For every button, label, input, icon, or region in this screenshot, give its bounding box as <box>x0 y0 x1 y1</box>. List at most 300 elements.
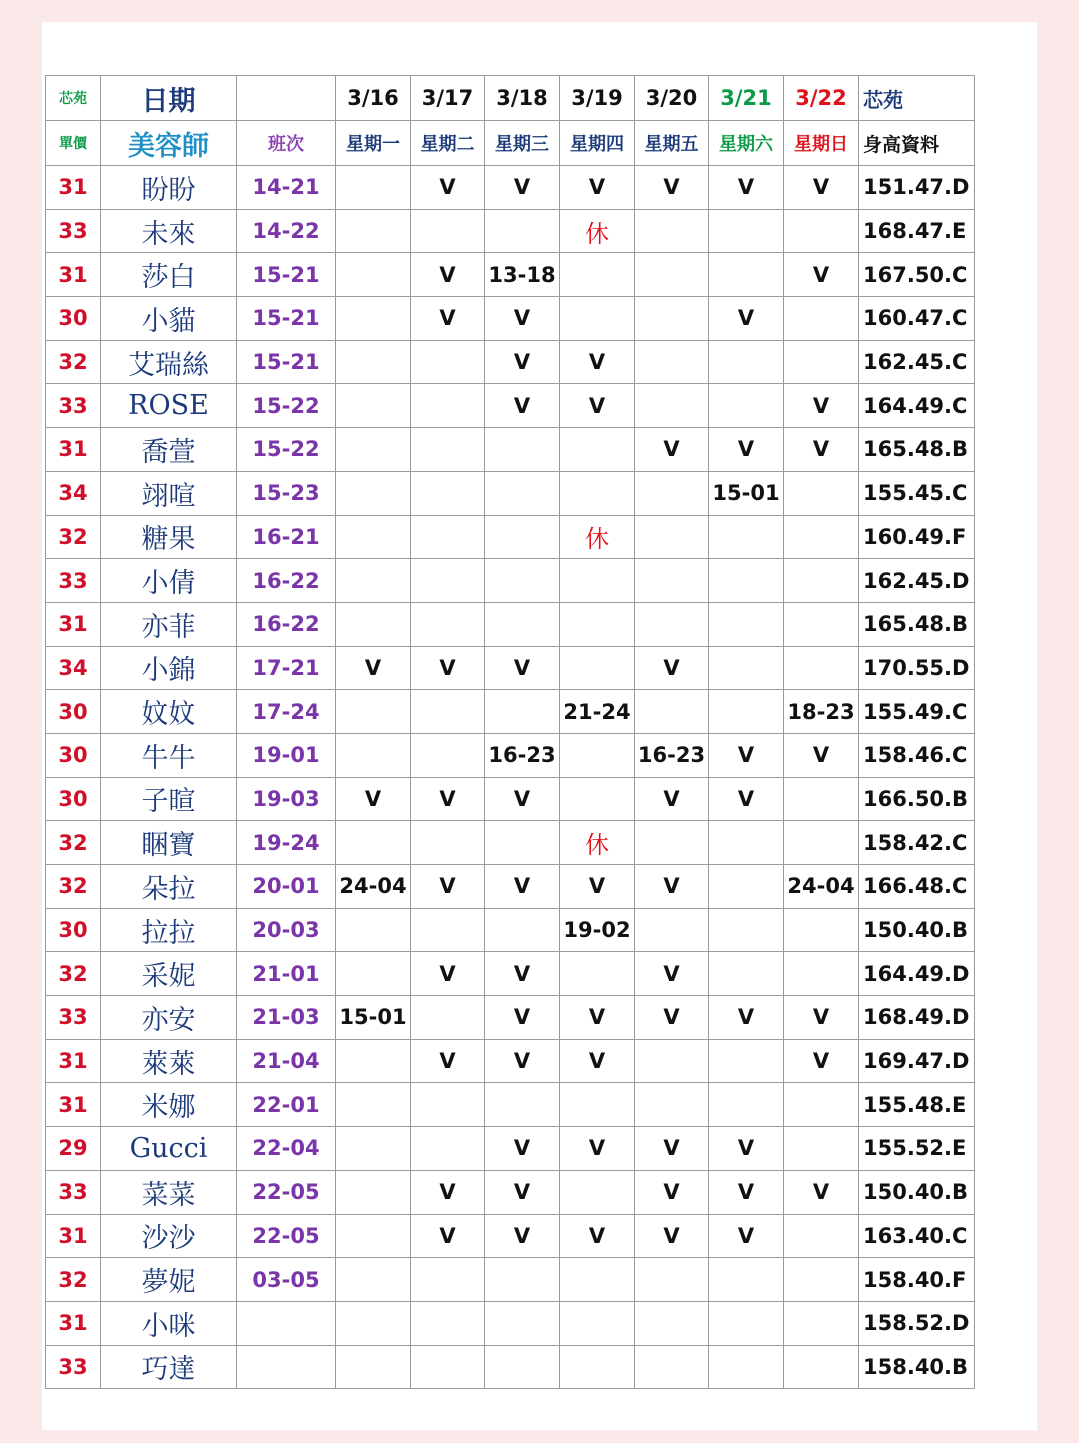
price-cell: 32 <box>46 952 101 996</box>
shift-cell: 14-21 <box>237 166 336 210</box>
day-cell: V <box>709 166 784 210</box>
day-cell: V <box>709 428 784 472</box>
height-cell: 162.45.D <box>859 559 975 603</box>
header-row-labels <box>46 121 975 166</box>
height-cell: 165.48.B <box>859 428 975 472</box>
day-cell <box>336 384 411 428</box>
shift-cell: 22-05 <box>237 1170 336 1214</box>
shift-label: 班次 <box>237 121 336 166</box>
day-cell <box>784 515 859 559</box>
price-cell: 33 <box>46 1345 101 1389</box>
schedule-sheet <box>42 22 1037 1430</box>
day-cell <box>635 515 709 559</box>
shift-cell: 22-01 <box>237 1083 336 1127</box>
stylist-name: 睏寶 <box>101 821 237 865</box>
weekday-header: 星期三 <box>485 121 560 166</box>
stylist-name: 小貓 <box>101 297 237 341</box>
day-cell: V <box>709 297 784 341</box>
price-cell: 33 <box>46 996 101 1040</box>
day-cell <box>784 1127 859 1171</box>
height-cell: 158.52.D <box>859 1301 975 1345</box>
stylist-name: 糖果 <box>101 515 237 559</box>
price-cell: 31 <box>46 602 101 646</box>
table-row <box>46 209 975 253</box>
day-cell: V <box>709 1170 784 1214</box>
stylist-name: 喬萱 <box>101 428 237 472</box>
day-cell <box>336 253 411 297</box>
table-row <box>46 1301 975 1345</box>
shift-cell: 15-21 <box>237 253 336 297</box>
day-cell <box>635 471 709 515</box>
day-cell: V <box>485 1170 560 1214</box>
table-row <box>46 646 975 690</box>
empty-header-cell <box>237 76 336 121</box>
day-cell: V <box>709 996 784 1040</box>
day-cell <box>336 1039 411 1083</box>
day-cell <box>485 1083 560 1127</box>
shift-cell: 19-01 <box>237 733 336 777</box>
day-cell <box>784 1258 859 1302</box>
shift-cell: 20-01 <box>237 865 336 909</box>
day-cell <box>336 471 411 515</box>
day-cell <box>336 428 411 472</box>
day-cell: 21-24 <box>560 690 635 734</box>
shift-cell: 16-22 <box>237 559 336 603</box>
day-cell <box>411 515 485 559</box>
day-cell <box>336 1083 411 1127</box>
day-cell <box>635 384 709 428</box>
day-cell <box>709 209 784 253</box>
price-cell: 30 <box>46 690 101 734</box>
day-cell: V <box>709 1214 784 1258</box>
table-row <box>46 166 975 210</box>
day-cell <box>709 559 784 603</box>
table-row <box>46 1258 975 1302</box>
day-cell: V <box>560 1127 635 1171</box>
price-cell: 33 <box>46 559 101 603</box>
price-cell: 30 <box>46 908 101 952</box>
table-row <box>46 384 975 428</box>
day-cell <box>709 690 784 734</box>
price-cell: 32 <box>46 340 101 384</box>
table-row <box>46 1083 975 1127</box>
height-cell: 166.50.B <box>859 777 975 821</box>
day-cell <box>709 952 784 996</box>
day-cell <box>709 646 784 690</box>
day-cell <box>336 1214 411 1258</box>
day-cell <box>635 209 709 253</box>
day-cell: V <box>411 253 485 297</box>
day-cell <box>336 166 411 210</box>
day-cell <box>336 602 411 646</box>
day-cell <box>560 471 635 515</box>
day-cell <box>411 1083 485 1127</box>
day-cell <box>485 602 560 646</box>
price-cell: 31 <box>46 428 101 472</box>
day-cell: V <box>635 865 709 909</box>
day-cell <box>560 952 635 996</box>
shift-cell <box>237 1345 336 1389</box>
day-cell <box>411 559 485 603</box>
stylist-name: 沙沙 <box>101 1214 237 1258</box>
day-cell <box>411 733 485 777</box>
price-cell: 34 <box>46 471 101 515</box>
day-cell: V <box>411 166 485 210</box>
day-cell <box>635 690 709 734</box>
day-cell: V <box>411 777 485 821</box>
day-cell: V <box>784 428 859 472</box>
table-row <box>46 1127 975 1171</box>
brand-label: 芯苑 <box>46 76 101 121</box>
height-cell: 165.48.B <box>859 602 975 646</box>
shift-cell: 15-21 <box>237 297 336 341</box>
day-cell <box>635 340 709 384</box>
shift-cell: 19-24 <box>237 821 336 865</box>
day-cell <box>560 559 635 603</box>
day-cell <box>784 340 859 384</box>
day-cell: V <box>635 777 709 821</box>
day-cell <box>784 471 859 515</box>
stylist-name: 子暄 <box>101 777 237 821</box>
weekday-header: 星期一 <box>336 121 411 166</box>
day-cell: 18-23 <box>784 690 859 734</box>
stylist-name: 亦菲 <box>101 602 237 646</box>
stylist-name: 小咪 <box>101 1301 237 1345</box>
day-cell <box>635 253 709 297</box>
day-cell <box>485 515 560 559</box>
day-cell <box>560 1301 635 1345</box>
date-header: 3/16 <box>336 76 411 121</box>
stylist-name: 盼盼 <box>101 166 237 210</box>
day-cell <box>336 908 411 952</box>
day-cell <box>411 471 485 515</box>
day-cell <box>411 1301 485 1345</box>
day-cell: V <box>784 166 859 210</box>
height-cell: 155.49.C <box>859 690 975 734</box>
shift-cell: 16-21 <box>237 515 336 559</box>
day-cell: V <box>635 996 709 1040</box>
day-cell: 19-02 <box>560 908 635 952</box>
day-cell <box>485 690 560 734</box>
day-cell <box>485 1301 560 1345</box>
day-cell <box>560 1083 635 1127</box>
day-cell <box>635 297 709 341</box>
day-cell <box>485 209 560 253</box>
day-cell <box>560 733 635 777</box>
day-cell <box>411 1127 485 1171</box>
stylist-name: 小錦 <box>101 646 237 690</box>
day-cell: V <box>485 297 560 341</box>
day-cell <box>411 209 485 253</box>
day-cell: V <box>485 646 560 690</box>
day-cell: V <box>336 646 411 690</box>
price-cell: 32 <box>46 821 101 865</box>
day-cell: V <box>709 777 784 821</box>
day-cell: V <box>635 952 709 996</box>
day-cell: V <box>635 646 709 690</box>
day-cell <box>709 253 784 297</box>
price-cell: 30 <box>46 733 101 777</box>
day-cell <box>709 865 784 909</box>
date-header: 3/21 <box>709 76 784 121</box>
day-cell: V <box>485 340 560 384</box>
date-header: 3/18 <box>485 76 560 121</box>
day-cell <box>411 821 485 865</box>
day-cell <box>411 384 485 428</box>
day-cell: V <box>411 865 485 909</box>
table-row <box>46 777 975 821</box>
table-row <box>46 515 975 559</box>
day-cell <box>635 1258 709 1302</box>
stylist-name: 牛牛 <box>101 733 237 777</box>
day-cell <box>709 384 784 428</box>
day-cell <box>336 1258 411 1302</box>
weekday-header: 星期二 <box>411 121 485 166</box>
price-cell: 32 <box>46 515 101 559</box>
price-cell: 31 <box>46 1214 101 1258</box>
day-cell <box>709 602 784 646</box>
day-cell <box>485 821 560 865</box>
day-cell <box>560 602 635 646</box>
stylist-name: 妏妏 <box>101 690 237 734</box>
day-cell <box>560 253 635 297</box>
header-row-dates <box>46 76 975 121</box>
day-cell <box>784 821 859 865</box>
day-cell: V <box>560 996 635 1040</box>
day-cell: V <box>411 1039 485 1083</box>
table-row <box>46 865 975 909</box>
height-cell: 158.40.F <box>859 1258 975 1302</box>
day-cell <box>336 952 411 996</box>
price-cell: 30 <box>46 297 101 341</box>
shift-cell: 16-22 <box>237 602 336 646</box>
day-cell: V <box>485 1127 560 1171</box>
date-header: 3/17 <box>411 76 485 121</box>
price-cell: 31 <box>46 1301 101 1345</box>
day-cell: V <box>411 646 485 690</box>
table-row <box>46 602 975 646</box>
stylist-name: 翊喧 <box>101 471 237 515</box>
day-cell: V <box>784 733 859 777</box>
table-row <box>46 690 975 734</box>
day-cell: V <box>560 166 635 210</box>
height-cell: 150.40.B <box>859 908 975 952</box>
height-cell: 158.40.B <box>859 1345 975 1389</box>
day-cell <box>709 1258 784 1302</box>
height-cell: 158.42.C <box>859 821 975 865</box>
shift-cell: 15-21 <box>237 340 336 384</box>
table-row <box>46 908 975 952</box>
stylist-name: 采妮 <box>101 952 237 996</box>
shift-cell: 22-04 <box>237 1127 336 1171</box>
table-row <box>46 952 975 996</box>
day-cell: V <box>411 297 485 341</box>
day-cell <box>709 1039 784 1083</box>
day-cell <box>411 690 485 734</box>
day-cell <box>635 1345 709 1389</box>
price-label: 單價 <box>46 121 101 166</box>
price-cell: 33 <box>46 384 101 428</box>
height-label: 身高資料 <box>859 121 975 166</box>
day-cell <box>784 1083 859 1127</box>
height-cell: 150.40.B <box>859 1170 975 1214</box>
stylist-name: 拉拉 <box>101 908 237 952</box>
table-row <box>46 1170 975 1214</box>
day-cell: V <box>635 166 709 210</box>
day-cell <box>784 297 859 341</box>
price-cell: 33 <box>46 209 101 253</box>
height-cell: 160.49.F <box>859 515 975 559</box>
price-cell: 31 <box>46 1039 101 1083</box>
day-cell: V <box>485 1039 560 1083</box>
shift-cell: 17-24 <box>237 690 336 734</box>
day-cell: V <box>485 384 560 428</box>
day-cell <box>560 1258 635 1302</box>
day-cell: V <box>411 1170 485 1214</box>
day-cell <box>784 209 859 253</box>
stylist-name: 小倩 <box>101 559 237 603</box>
day-cell: V <box>485 166 560 210</box>
day-cell <box>336 1127 411 1171</box>
date-label: 日期 <box>101 76 237 121</box>
day-cell <box>784 1301 859 1345</box>
height-cell: 155.45.C <box>859 471 975 515</box>
day-cell: 休 <box>560 209 635 253</box>
day-cell <box>784 1214 859 1258</box>
price-cell: 34 <box>46 646 101 690</box>
table-row <box>46 733 975 777</box>
shift-cell: 22-05 <box>237 1214 336 1258</box>
day-cell <box>560 1345 635 1389</box>
day-cell: 24-04 <box>784 865 859 909</box>
table-row <box>46 1039 975 1083</box>
day-cell <box>336 1301 411 1345</box>
price-cell: 32 <box>46 1258 101 1302</box>
day-cell: V <box>784 1170 859 1214</box>
day-cell <box>336 821 411 865</box>
table-row <box>46 340 975 384</box>
day-cell <box>336 340 411 384</box>
day-cell <box>485 908 560 952</box>
day-cell: 休 <box>560 821 635 865</box>
day-cell <box>336 559 411 603</box>
day-cell: V <box>784 384 859 428</box>
stylist-name: 巧達 <box>101 1345 237 1389</box>
height-cell: 155.52.E <box>859 1127 975 1171</box>
stylist-name: 夢妮 <box>101 1258 237 1302</box>
day-cell: V <box>709 1127 784 1171</box>
stylist-name: 亦安 <box>101 996 237 1040</box>
height-cell: 160.47.C <box>859 297 975 341</box>
price-cell: 29 <box>46 1127 101 1171</box>
table-row <box>46 471 975 515</box>
day-cell: V <box>485 1214 560 1258</box>
day-cell <box>485 1258 560 1302</box>
day-cell <box>336 297 411 341</box>
shift-cell: 17-21 <box>237 646 336 690</box>
day-cell: V <box>635 1170 709 1214</box>
day-cell <box>709 908 784 952</box>
height-cell: 164.49.C <box>859 384 975 428</box>
shift-cell: 21-04 <box>237 1039 336 1083</box>
table-row <box>46 253 975 297</box>
day-cell: V <box>784 253 859 297</box>
day-cell: V <box>635 1214 709 1258</box>
day-cell: 13-18 <box>485 253 560 297</box>
day-cell <box>560 428 635 472</box>
shift-cell: 15-22 <box>237 384 336 428</box>
day-cell <box>784 559 859 603</box>
day-cell: V <box>485 952 560 996</box>
day-cell: V <box>560 340 635 384</box>
day-cell <box>635 559 709 603</box>
weekday-header: 星期六 <box>709 121 784 166</box>
day-cell <box>411 428 485 472</box>
day-cell: 休 <box>560 515 635 559</box>
stylist-name: 萊萊 <box>101 1039 237 1083</box>
height-cell: 170.55.D <box>859 646 975 690</box>
day-cell <box>709 1345 784 1389</box>
price-cell: 32 <box>46 865 101 909</box>
day-cell <box>709 515 784 559</box>
day-cell <box>336 515 411 559</box>
day-cell <box>635 1301 709 1345</box>
table-row <box>46 1214 975 1258</box>
stylist-name: 艾瑞絲 <box>101 340 237 384</box>
stylist-name: 米娜 <box>101 1083 237 1127</box>
price-cell: 31 <box>46 166 101 210</box>
day-cell: V <box>560 865 635 909</box>
day-cell: V <box>336 777 411 821</box>
day-cell <box>560 297 635 341</box>
day-cell <box>411 996 485 1040</box>
shift-cell: 14-22 <box>237 209 336 253</box>
shift-cell: 20-03 <box>237 908 336 952</box>
day-cell <box>411 602 485 646</box>
day-cell <box>709 340 784 384</box>
day-cell: V <box>560 1214 635 1258</box>
height-cell: 151.47.D <box>859 166 975 210</box>
shift-cell: 21-03 <box>237 996 336 1040</box>
day-cell: 24-04 <box>336 865 411 909</box>
stylist-name: Gucci <box>101 1127 237 1171</box>
day-cell <box>784 646 859 690</box>
stylist-label: 美容師 <box>101 121 237 166</box>
height-cell: 158.46.C <box>859 733 975 777</box>
day-cell: V <box>560 1039 635 1083</box>
day-cell: V <box>784 1039 859 1083</box>
day-cell <box>709 1083 784 1127</box>
day-cell <box>635 1039 709 1083</box>
stylist-name: 朵拉 <box>101 865 237 909</box>
stylist-name: 莎白 <box>101 253 237 297</box>
stylist-name: 菜菜 <box>101 1170 237 1214</box>
day-cell: 15-01 <box>336 996 411 1040</box>
day-cell: V <box>411 1214 485 1258</box>
day-cell <box>336 690 411 734</box>
height-cell: 163.40.C <box>859 1214 975 1258</box>
weekday-header: 星期四 <box>560 121 635 166</box>
price-cell: 33 <box>46 1170 101 1214</box>
day-cell <box>485 471 560 515</box>
table-row <box>46 996 975 1040</box>
height-cell: 155.48.E <box>859 1083 975 1127</box>
shift-cell: 21-01 <box>237 952 336 996</box>
day-cell <box>784 777 859 821</box>
height-cell: 168.49.D <box>859 996 975 1040</box>
day-cell <box>635 908 709 952</box>
table-row <box>46 1345 975 1389</box>
